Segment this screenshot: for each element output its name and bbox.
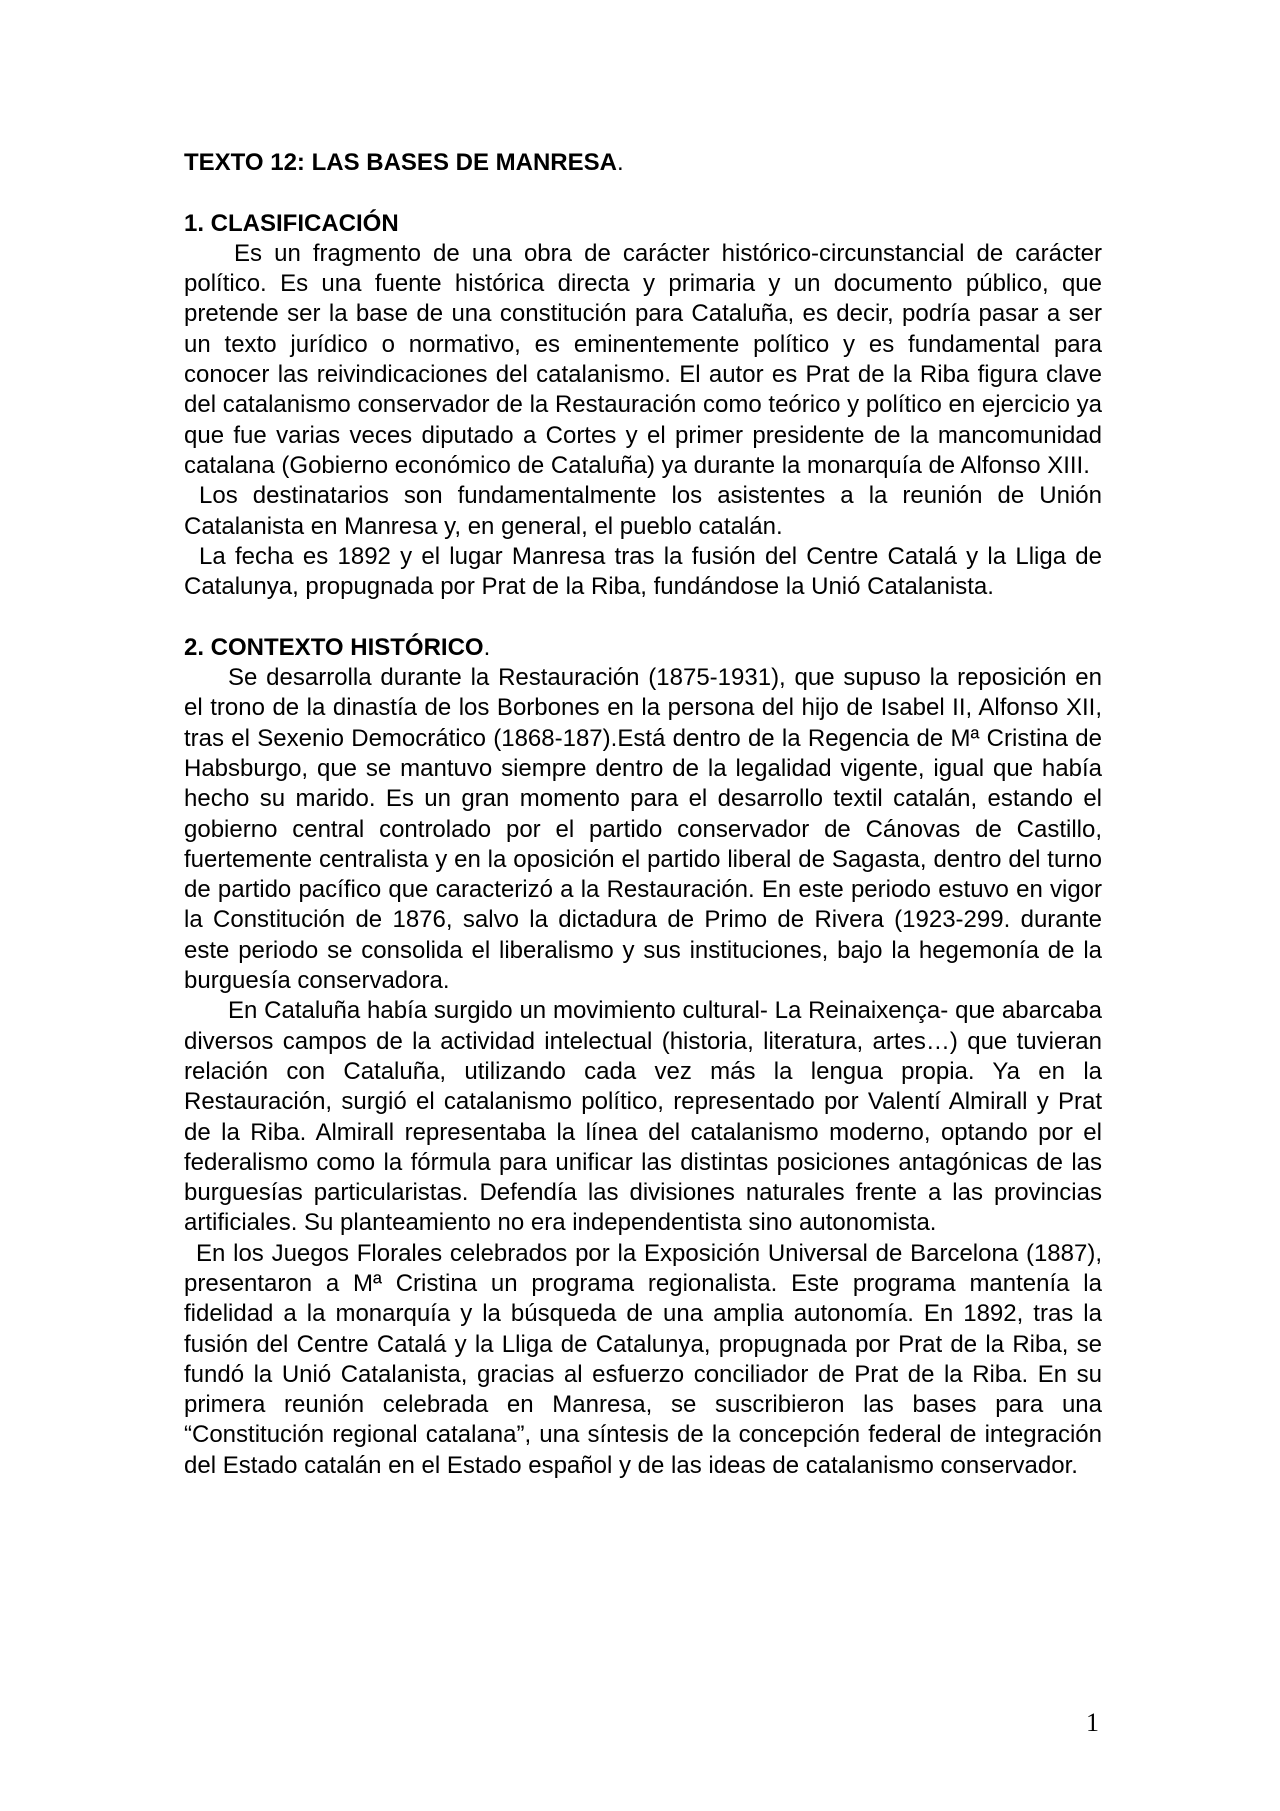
paragraph-contexto-2: En Cataluña había surgido un movimiento cultural- La Reinaixença- que abarcaba diversos campos de la actividad intelectual (historia, literatura, artes…) que tuvieran relación con Cataluña, utilizando cada vez más la lengua propia. Ya en la Restauración, surgió el catalanismo político, representado por Valentí Almirall y Prat de la Riba. Almirall representaba la línea del catalanismo moderno, optando por el federalismo como la fórmula para unificar las distintas posiciones antagónicas de las burguesías particularistas. Defendía las divisiones naturales frente a las provincias artificiales. Su planteamiento no era independentista sino autonomista.	[184, 997, 1102, 1237]
section-clasificacion	[184, 209, 1102, 603]
page-number: 1	[1086, 1708, 1099, 1737]
document-title-punct: .	[616, 149, 624, 176]
section-heading-punct: .	[483, 633, 491, 661]
section-heading-text: 1. CLASIFICACIÓN	[184, 209, 399, 237]
section-heading-text: 2. CONTEXTO HISTÓRICO	[184, 633, 484, 661]
document-title	[184, 148, 1102, 178]
section-heading-clasificacion	[184, 209, 1102, 239]
paragraph-contexto-3: En los Juegos Florales celebrados por la Exposición Universal de Barcelona (1887), presentaron a Mª Cristina un programa regionalista. Este programa mantenía la fidelidad a la monarquía y la búsqueda de una amplia autonomía. En 1892, tras la fusión del Centre Catalá y la Lliga de Catalunya, propugnada por Prat de la Riba, se fundó la Unió Catalanista, gracias al esfuerzo conciliador de Prat de la Riba. En su primera reunión celebrada en Manresa, se suscribieron las bases para una “Constitución regional catalana”, una síntesis de la concepción federal de integración del Estado catalán en el Estado español y de las ideas de catalanismo conservador.	[184, 1239, 1102, 1479]
paragraph-clasificacion-2: Los destinatarios son fundamentalmente los asistentes a la reunión de Unión Catalanista en Manresa y, en general, el pueblo catalán.	[184, 482, 1102, 540]
document-page	[184, 148, 1102, 1481]
paragraph-clasificacion-1: Es un fragmento de una obra de carácter histórico-circunstancial de carácter político. Es una fuente histórica directa y primaria y un documento público, que pretende ser la base de una constitución para Cataluña, es decir, podría pasar a ser un texto jurídico o normativo, es eminentemente político y es fundamental para conocer las reivindicaciones del catalanismo. El autor es Prat de la Riba figura clave del catalanismo conservador de la Restauración como teórico y político en ejercicio ya que fue varias veces diputado a Cortes y el primer presidente de la mancomunidad catalana (Gobierno económico de Cataluña) ya durante la monarquía de Alfonso XIII.	[184, 239, 1102, 479]
paragraph-contexto-1: Se desarrolla durante la Restauración (1875-1931), que supuso la reposición en el trono de la dinastía de los Borbones en la persona del hijo de Isabel II, Alfonso XII, tras el Sexenio Democrático (1868-187).Está dentro de la Regencia de Mª Cristina de Habsburgo, que se mantuvo siempre dentro de la legalidad vigente, igual que había hecho su marido. Es un gran momento para el desarrollo textil catalán, estando el gobierno central controlado por el partido conservador de Cánovas de Castillo, fuertemente centralista y en la oposición el partido liberal de Sagasta, dentro del turno de partido pacífico que caracterizó a la Restauración. En este periodo estuvo en vigor la Constitución de 1876, salvo la dictadura de Primo de Rivera (1923-299. durante este periodo se consolida el liberalismo y sus instituciones, bajo la hegemonía de la burguesía conservadora.	[184, 664, 1102, 995]
section-contexto-historico	[184, 633, 1102, 1481]
document-title-text: TEXTO 12: LAS BASES DE MANRESA	[184, 149, 617, 176]
paragraph-clasificacion-3: La fecha es 1892 y el lugar Manresa tras la fusión del Centre Catalá y la Lliga de Catalunya, propugnada por Prat de la Riba, fundándose la Unió Catalanista.	[184, 542, 1102, 601]
section-heading-contexto-historico	[184, 633, 1102, 663]
